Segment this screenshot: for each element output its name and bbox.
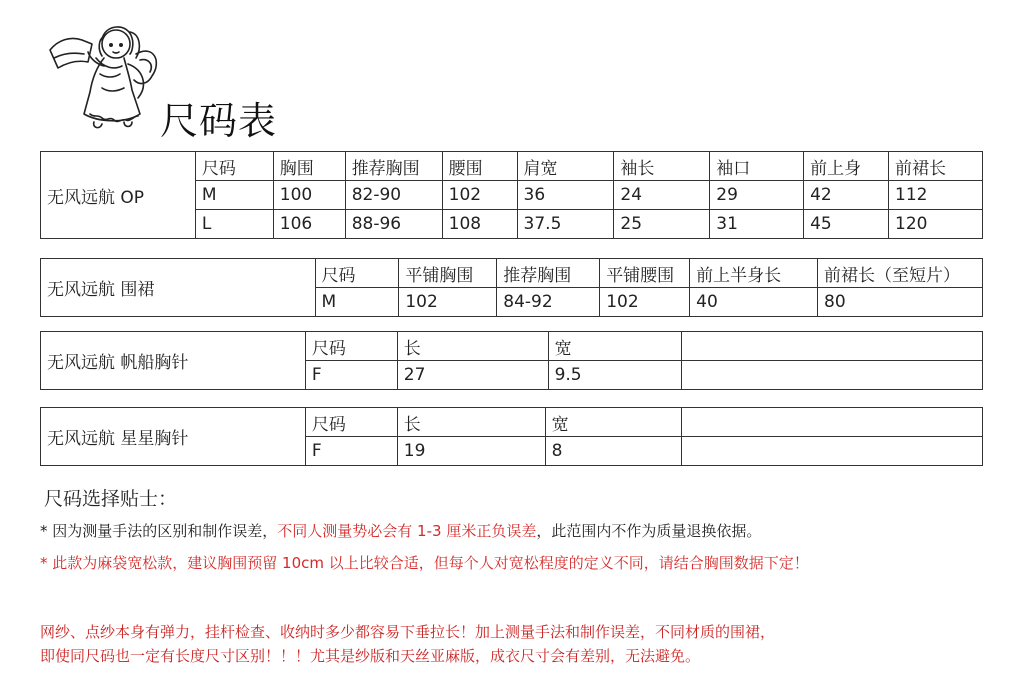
table-cell: 29: [710, 181, 804, 210]
column-header: 前上半身长: [690, 259, 818, 288]
column-header: 推荐胸围: [497, 259, 600, 288]
table-row: [41, 332, 983, 361]
tips-title: 尺码选择贴士：: [44, 488, 178, 510]
table-cell: 112: [889, 181, 983, 210]
table-cell: 102: [442, 181, 517, 210]
column-header: 胸围: [273, 152, 345, 181]
table-cell: 27: [397, 361, 548, 390]
size-table-star-brooch: [40, 407, 983, 466]
empty-cell: [682, 332, 983, 361]
table-cell: 120: [889, 210, 983, 239]
column-header: 宽: [548, 332, 682, 361]
column-header: 前上身: [804, 152, 889, 181]
table-cell: 88-96: [345, 210, 442, 239]
column-header: 尺码: [305, 332, 397, 361]
table-cell: 42: [804, 181, 889, 210]
table-cell: 9.5: [548, 361, 682, 390]
tip-line-1-prefix: * 因为测量手法的区别和制作误差，: [40, 522, 278, 540]
tip-note-line-1: 网纱、点纱本身有弹力，挂杆检查、收纳时多少都容易下垂拉长！加上测量手法和制作误差，不同材质的围裙，: [40, 623, 776, 641]
column-header: 平铺胸围: [399, 259, 497, 288]
column-header: 腰围: [442, 152, 517, 181]
tip-line-1: [40, 520, 761, 541]
table-cell: M: [195, 181, 273, 210]
empty-cell: [682, 437, 983, 466]
column-header: 尺码: [195, 152, 273, 181]
table-cell: 24: [614, 181, 710, 210]
table-cell: 84-92: [497, 288, 600, 317]
column-header: 推荐胸围: [345, 152, 442, 181]
table-cell: 100: [273, 181, 345, 210]
column-header: 袖长: [614, 152, 710, 181]
table-cell: 40: [690, 288, 818, 317]
column-header: 长: [397, 332, 548, 361]
table-row: [41, 259, 983, 288]
table-cell: 31: [710, 210, 804, 239]
tip-line-2: * 此款为麻袋宽松款，建议胸围预留 10cm 以上比较合适，但每个人对宽松程度的定义不同，请结合胸围数据下定！: [40, 554, 809, 572]
column-header: 肩宽: [517, 152, 614, 181]
table-cell: 25: [614, 210, 710, 239]
table-cell: 108: [442, 210, 517, 239]
size-table-apron: [40, 258, 983, 317]
table-cell: 37.5: [517, 210, 614, 239]
empty-cell: [682, 408, 983, 437]
table-cell: M: [315, 288, 399, 317]
table-cell: 45: [804, 210, 889, 239]
table-cell: F: [305, 437, 397, 466]
table-cell: 8: [545, 437, 682, 466]
product-name: 无风远航 星星胸针: [41, 408, 306, 466]
column-header: 宽: [545, 408, 682, 437]
size-table-sailboat-brooch: [40, 331, 983, 390]
tip-note-line-2: 即使同尺码也一定有长度尺寸区别！！！尤其是纱版和天丝亚麻版，成衣尺寸会有差别，无法避免。: [40, 647, 701, 665]
tip-line-1-suffix: ，此范围内不作为质量退换依据。: [536, 522, 762, 540]
column-header: 尺码: [315, 259, 399, 288]
table-cell: 102: [399, 288, 497, 317]
product-name: 无风远航 帆船胸针: [41, 332, 306, 390]
table-cell: 36: [517, 181, 614, 210]
table-cell: 102: [600, 288, 690, 317]
column-header: 前裙长: [889, 152, 983, 181]
table-cell: L: [195, 210, 273, 239]
size-table-op: [40, 151, 983, 239]
empty-cell: [682, 361, 983, 390]
tip-line-1-highlight: 不同人测量势必会有 1-3 厘米正负误差: [277, 522, 537, 540]
tip-note: [40, 620, 775, 668]
column-header: 尺码: [305, 408, 397, 437]
product-name: 无风远航 围裙: [41, 259, 316, 317]
table-row: [41, 408, 983, 437]
table-row: [41, 152, 983, 181]
column-header: 袖口: [710, 152, 804, 181]
angel-illustration-logo: [44, 14, 164, 132]
table-cell: F: [305, 361, 397, 390]
page-title: 尺码表: [160, 99, 278, 143]
table-cell: 106: [273, 210, 345, 239]
product-name: 无风远航 OP: [41, 152, 196, 239]
column-header: 平铺腰围: [600, 259, 690, 288]
column-header: 前裙长（至短片）: [818, 259, 983, 288]
table-cell: 80: [818, 288, 983, 317]
table-cell: 82-90: [345, 181, 442, 210]
column-header: 长: [397, 408, 545, 437]
table-cell: 19: [397, 437, 545, 466]
